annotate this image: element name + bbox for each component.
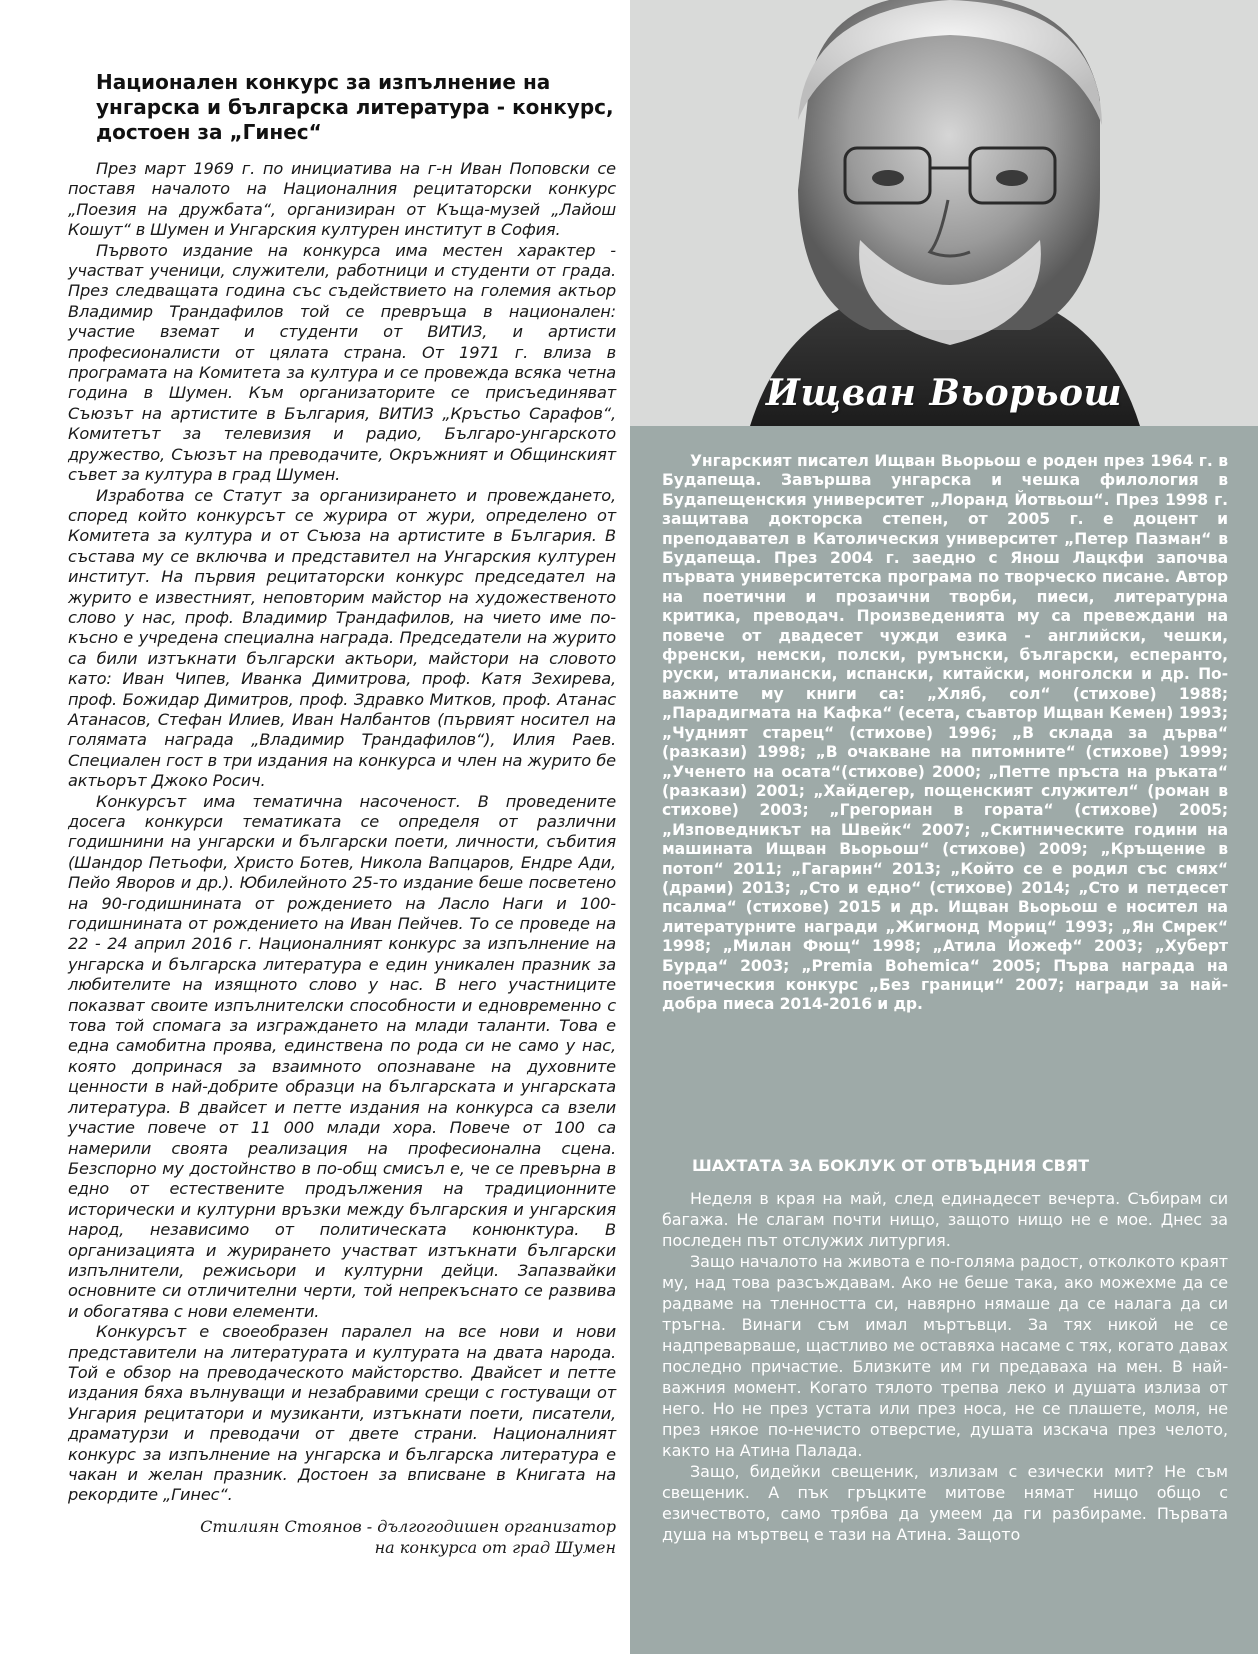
author-bio: Унгарският писател Ищван Вьорьош е роден през 1964 г. в Будапеща. Завършва унгарска и чешка филология в Будапещенския университет „Лоранд Йотвьош“. През 1998 г. защитава докторска степен, от 2005 г. е доцент и преподавател в Католическия университет „Петер Пазман“ в Будапеща. През 2004 г. заедно с Янош Лацкфи започва първата университетска програма по творческо писане. Автор на поетични и прозаични творби, пиеси, литературна критика, преводач. Произведенията му са превеждани на повече от двадесет чужди езика - английски, чешки, френски, немски, полски, румънски, български, есперанто, руски, италиански, испански, китайски, монголски и др. По-важните му книги са: „Хляб, сол“ (стихове) 1988; „Парадигмата на Кафка“ (есета, съавтор Ищван Кемен) 1993; „Чудният старец“ (стихове) 1996; „В склада за дърва“ (разкази) 1998; „В очакване на питомните“ (стихове) 1999; „Ученето на осата“(стихове) 2000; „Петте пръста на ръката“ (разкази) 2001; „Хайдегер, пощенският служител“ (роман в стихове) 2003; „Грегориан в гората“ (стихове) 2005; „Изповедникът на Швейк“ 2007; „Скитническите години на машината Ищван Вьорьош“ (стихове) 2009; „Кръщение в потоп“ 2011; „Гагарин“ 2013; „Който се е родил със смях“ (драми) 2013; „Сто и едно“ (стихове) 2014; „Сто и петдесет псалма“ (стихове) 2015 и др. Ищван Вьорьош е носител на литературните награди „Жигмонд Мориц“ 1993; „Ян Смрек“ 1998; „Милан Фющ“ 1998; „Атила Йожеф“ 2003; „Хуберт Бурда“ 2003; „Premia Bohemica“ 2005; Първа награда на поетическия конкурс „Без граници“ 2007; награди за най-добра пиеса 2014-2016 и др. (662, 452, 1228, 1014)
author-panel (630, 0, 1258, 1654)
article-paragraph: Конкурсът е своеобразен паралел на все нови и нови представители на литературата и културата на двата народа. Той е обзор на преводаческото майсторство. Двайсет и петте издания бяха вълнуващи и незабравими срещи с гостуващи от Унгария рецитатори и музиканти, изтъкнати поети, писатели, драматурзи и преводачи от двете страни. Националният конкурс за изпълнение на унгарска и българска литература е чакан и желан празник. Достоен за вписване в Книгата на рекордите „Гинес“. (68, 1322, 616, 1505)
article-title: Национален конкурс за изпълнение на унгарска и българска литература - конкурс, достоен за „Гинес“ (96, 70, 614, 144)
story-paragraph: Защо, бидейки свещеник, излизам с езически мит? Не съм свещеник. А пък гръцките митове нямат нищо общо с езичеството, само трябва да умеем да ги разбираме. Първата душа на мъртвец е тази на Атина. Защото (662, 1462, 1228, 1544)
article-paragraph: Конкурсът има тематична насоченост. В проведените досега конкурси тематиката се определя от различни годишнини на унгарски и български поети, личности, събития (Шандор Петьофи, Христо Ботев, Никола Вапцаров, Ендре Ади, Пейо Яворов и др.). Юбилейното 25-то издание беше посветено на 90-годишнината от рождението на Ласло Наги и 100-годишнината от рождението на Иван Пейчев. То се проведе на 22 - 24 април 2016 г. Националният конкурс за изпълнение на унгарска и българска литература е един уникален празник за любителите на изящното слово у нас. В него участниците показват своите изпълнителски способности и едновременно с това той спомага за изграждането на млади таланти. Това е една самобитна проява, единствена по рода си не само у нас, която допринася за взаимното опознаване на духовните ценности в най-добрите образци на българската и унгарската литература. В двайсет и петте издания на конкурса са взели участие повече от 11 000 млади хора. Повече от 100 са намерили своята реализация на професионална сцена. Безспорно му достойнство в по-общ смисъл е, че се превърна в едно от естествените продължения на традиционните исторически и културни връзки между българския и унгарския народ, независимо от политическата конюнктура. В организацията и журирането участват изтъкнати български изпълнители, режисьори и културни дейци. Запазвайки основните си отличителни черти, той непрекъснато се развива и обогатява с нови елементи. (68, 791, 616, 1321)
article-paragraph: През март 1969 г. по инициатива на г-н Иван Поповски се поставя началото на Националния рецитаторски конкурс „Поезия на дружбата“, организиран от Къща-музей „Лайош Кошут“ в Шумен и Унгарския културен институт в София. (68, 159, 616, 240)
story-excerpt (662, 1188, 1228, 1545)
signature-line: Стилиян Стоянов - дългогодишен организатор (200, 1516, 616, 1536)
main-article (68, 70, 616, 1640)
signature-line: на конкурса от град Шумен (374, 1537, 616, 1557)
author-name: Ищван Вьорьош (765, 372, 1123, 414)
article-signature (68, 1516, 616, 1558)
story-paragraph: Защо началото на живота е по-голяма радост, отколкото краят му, над това разсъждавам. Ако не беше така, ако можехме да се радваме на тленността си, навярно нямаше да се налага да си тръгна. Винаги съм имал мъртъвци. За тях никой не се надпреварваше, щастливо ме оставяха насаме с тях, когато давах последно причастие. Близките им ги предаваха на мен. В най-важния момент. Когато тялото трепва леко и душата излиза от него. Но не през устата или през носа, не се плашете, моля, не през някое по-нечисто отверстие, душата изскача през челото, както на Атина Палада. (662, 1252, 1228, 1460)
portrait-illustration (630, 0, 1258, 426)
article-paragraph: Първото издание на конкурса има местен характер - участват ученици, служители, работници и студенти от града. През следващата година със съдействието на големия актьор Владимир Трандафилов той се превръща в национален: участие вземат и студенти от ВИТИЗ, и артисти професионалисти от цялата страна. От 1971 г. влиза в програмата на Комитета за култура и се провежда всяка четна година в Шумен. Към организаторите се присъединяват Съюзът на артистите в България, ВИТИЗ „Кръстьо Сарафов“, Комитетът за телевизия и радио, Българо-унгарското дружество, Съюзът на преводачите, Окръжният и Общинският съвет за култура в град Шумен. (68, 240, 616, 485)
story-paragraph: Неделя в края на май, след единадесет вечерта. Събирам си багажа. Не слагам почти нищо, защото нищо не е мое. Днес за последен път отслужих литургия. (662, 1189, 1228, 1250)
author-portrait-photo (630, 0, 1258, 426)
article-body (68, 159, 616, 1506)
article-paragraph: Изработва се Статут за организирането и провеждането, според който конкурсът се журира от жури, определено от Комитета за култура и от Съюза на артистите в България. В състава му се включва и представител на Унгарския културен институт. На първия рецитаторски конкурс председател на журито е известният, неповторим майстор на художественото слово у нас, проф. Владимир Трандафилов, на чието име по-късно е учредена специална награда. Председатели на журито са били изтъкнати български актьори, майстори на словото като: Иван Чипев, Иванка Димитрова, проф. Катя Зехирева, проф. Божидар Димитров, проф. Здравко Митков, проф. Атанас Атанасов, Стефан Илиев, Иван Налбантов (първият носител на голямата награда „Владимир Трандафилов“), Илия Раев. Специален гост в три издания на конкурса и член на журито бе актьорът Джоко Росич. (68, 485, 616, 791)
story-title: ШАХТАТА ЗА БОКЛУК ОТ ОТВЪДНИЯ СВЯТ (692, 1156, 1090, 1175)
